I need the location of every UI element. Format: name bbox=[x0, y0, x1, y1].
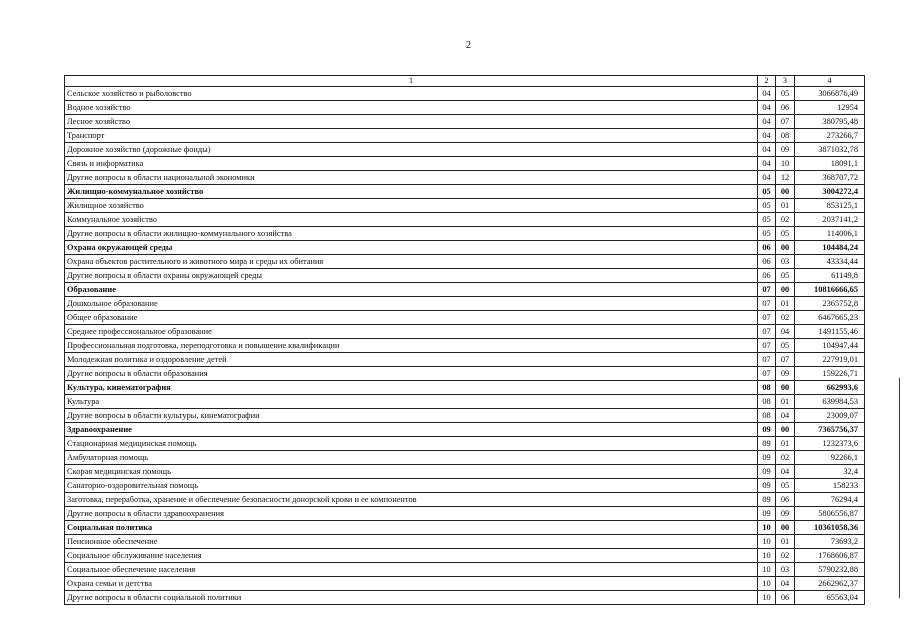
table-row bbox=[65, 591, 865, 605]
table-row bbox=[65, 381, 865, 395]
row-amount: 227919,01 bbox=[795, 353, 865, 367]
row-section-code: 09 bbox=[758, 493, 776, 507]
table-row bbox=[65, 255, 865, 269]
table-row bbox=[65, 199, 865, 213]
table-row bbox=[65, 479, 865, 493]
row-section-code: 07 bbox=[758, 367, 776, 381]
table-row bbox=[65, 227, 865, 241]
table-row bbox=[65, 367, 865, 381]
row-amount: 10361058,36 bbox=[795, 521, 865, 535]
row-name: Коммунальное хозяйство bbox=[65, 213, 758, 227]
row-section-code: 04 bbox=[758, 87, 776, 101]
row-subsection-code: 05 bbox=[776, 339, 795, 353]
row-name: Сельское хозяйство и рыболовство bbox=[65, 87, 758, 101]
row-name: Охрана семьи и детства bbox=[65, 577, 758, 591]
row-subsection-code: 00 bbox=[776, 185, 795, 199]
table-row bbox=[65, 129, 865, 143]
table-row bbox=[65, 339, 865, 353]
table-header-row bbox=[65, 76, 865, 87]
row-section-code: 07 bbox=[758, 297, 776, 311]
table-row bbox=[65, 563, 865, 577]
table-row bbox=[65, 143, 865, 157]
row-name: Пенсионное обеспечение bbox=[65, 535, 758, 549]
row-subsection-code: 01 bbox=[776, 297, 795, 311]
row-subsection-code: 10 bbox=[776, 157, 795, 171]
row-subsection-code: 12 bbox=[776, 171, 795, 185]
row-subsection-code: 00 bbox=[776, 283, 795, 297]
row-section-code: 06 bbox=[758, 241, 776, 255]
row-name: Другие вопросы в области национальной экономики bbox=[65, 171, 758, 185]
row-section-code: 10 bbox=[758, 521, 776, 535]
row-name: Санаторно-оздоровительная помощь bbox=[65, 479, 758, 493]
row-amount: 1491155,46 bbox=[795, 325, 865, 339]
table-row bbox=[65, 507, 865, 521]
row-amount: 104484,24 bbox=[795, 241, 865, 255]
row-amount: 2365752,8 bbox=[795, 297, 865, 311]
row-name: Лесное хозяйство bbox=[65, 115, 758, 129]
row-subsection-code: 02 bbox=[776, 213, 795, 227]
page-number: 2 bbox=[466, 40, 471, 51]
row-amount: 368707,72 bbox=[795, 171, 865, 185]
row-name: Связь и информатика bbox=[65, 157, 758, 171]
row-subsection-code: 04 bbox=[776, 409, 795, 423]
row-subsection-code: 03 bbox=[776, 255, 795, 269]
row-section-code: 07 bbox=[758, 311, 776, 325]
row-section-code: 09 bbox=[758, 451, 776, 465]
row-subsection-code: 03 bbox=[776, 563, 795, 577]
row-section-code: 08 bbox=[758, 409, 776, 423]
table-row bbox=[65, 325, 865, 339]
table-row bbox=[65, 549, 865, 563]
row-amount: 18091,1 bbox=[795, 157, 865, 171]
row-subsection-code: 05 bbox=[776, 479, 795, 493]
row-subsection-code: 06 bbox=[776, 591, 795, 605]
row-section-code: 04 bbox=[758, 129, 776, 143]
row-name: Другие вопросы в области социальной политики bbox=[65, 591, 758, 605]
row-amount: 5790232,88 bbox=[795, 563, 865, 577]
row-subsection-code: 01 bbox=[776, 535, 795, 549]
table-row bbox=[65, 437, 865, 451]
row-subsection-code: 04 bbox=[776, 325, 795, 339]
row-section-code: 04 bbox=[758, 101, 776, 115]
row-section-code: 07 bbox=[758, 353, 776, 367]
row-name: Жилищно-коммунальное хозяйство bbox=[65, 185, 758, 199]
row-amount: 32,4 bbox=[795, 465, 865, 479]
row-section-code: 07 bbox=[758, 325, 776, 339]
table-row bbox=[65, 241, 865, 255]
row-amount: 2662962,37 bbox=[795, 577, 865, 591]
row-name: Охрана объектов растительного и животного мира и среды их обитания bbox=[65, 255, 758, 269]
table-row bbox=[65, 423, 865, 437]
row-name: Другие вопросы в области жилищно-коммунального хозяйства bbox=[65, 227, 758, 241]
row-section-code: 10 bbox=[758, 535, 776, 549]
row-name: Другие вопросы в области охраны окружающей среды bbox=[65, 269, 758, 283]
row-subsection-code: 07 bbox=[776, 353, 795, 367]
row-section-code: 09 bbox=[758, 507, 776, 521]
row-subsection-code: 05 bbox=[776, 269, 795, 283]
row-section-code: 06 bbox=[758, 269, 776, 283]
row-section-code: 05 bbox=[758, 227, 776, 241]
table-row bbox=[65, 115, 865, 129]
row-amount: 380795,48 bbox=[795, 115, 865, 129]
row-section-code: 10 bbox=[758, 549, 776, 563]
row-section-code: 08 bbox=[758, 381, 776, 395]
row-section-code: 04 bbox=[758, 171, 776, 185]
row-section-code: 07 bbox=[758, 283, 776, 297]
budget-table bbox=[64, 75, 865, 605]
table-row bbox=[65, 269, 865, 283]
row-section-code: 10 bbox=[758, 591, 776, 605]
header-col-1: 1 bbox=[65, 76, 758, 87]
row-subsection-code: 04 bbox=[776, 465, 795, 479]
row-name: Амбулаторная помощь bbox=[65, 451, 758, 465]
header-col-3: 3 bbox=[776, 76, 795, 87]
row-subsection-code: 02 bbox=[776, 549, 795, 563]
row-section-code: 10 bbox=[758, 577, 776, 591]
scan-edge-mark bbox=[899, 378, 900, 598]
row-name: Социальное обслуживание населения bbox=[65, 549, 758, 563]
table-row bbox=[65, 101, 865, 115]
row-subsection-code: 00 bbox=[776, 521, 795, 535]
table-row bbox=[65, 297, 865, 311]
row-amount: 3004272,4 bbox=[795, 185, 865, 199]
row-subsection-code: 02 bbox=[776, 451, 795, 465]
row-amount: 639984,53 bbox=[795, 395, 865, 409]
row-name: Молодежная политика и оздоровление детей bbox=[65, 353, 758, 367]
row-name: Водное хозяйство bbox=[65, 101, 758, 115]
table-row bbox=[65, 409, 865, 423]
row-name: Культура, кинематография bbox=[65, 381, 758, 395]
row-amount: 1232373,6 bbox=[795, 437, 865, 451]
row-amount: 92266,1 bbox=[795, 451, 865, 465]
row-amount: 104947,44 bbox=[795, 339, 865, 353]
row-name: Социальная политика bbox=[65, 521, 758, 535]
row-subsection-code: 01 bbox=[776, 199, 795, 213]
row-subsection-code: 00 bbox=[776, 381, 795, 395]
row-name: Социальное обеспечение населения bbox=[65, 563, 758, 577]
row-name: Охрана окружающей среды bbox=[65, 241, 758, 255]
row-amount: 3871032,78 bbox=[795, 143, 865, 157]
header-col-2: 2 bbox=[758, 76, 776, 87]
table-row bbox=[65, 87, 865, 101]
row-amount: 3066876,49 bbox=[795, 87, 865, 101]
row-subsection-code: 01 bbox=[776, 437, 795, 451]
row-amount: 1768606,87 bbox=[795, 549, 865, 563]
table-row bbox=[65, 311, 865, 325]
table-row bbox=[65, 577, 865, 591]
row-amount: 12954 bbox=[795, 101, 865, 115]
row-name: Другие вопросы в области здравоохранения bbox=[65, 507, 758, 521]
row-subsection-code: 05 bbox=[776, 87, 795, 101]
row-subsection-code: 09 bbox=[776, 507, 795, 521]
row-amount: 43334,44 bbox=[795, 255, 865, 269]
row-name: Профессиональная подготовка, переподготовка и повышение квалификации bbox=[65, 339, 758, 353]
table-row bbox=[65, 521, 865, 535]
row-name: Стационарная медицинская помощь bbox=[65, 437, 758, 451]
row-name: Культура bbox=[65, 395, 758, 409]
row-amount: 853125,1 bbox=[795, 199, 865, 213]
row-amount: 662993,6 bbox=[795, 381, 865, 395]
row-amount: 5806556,87 bbox=[795, 507, 865, 521]
row-subsection-code: 09 bbox=[776, 367, 795, 381]
table-row bbox=[65, 185, 865, 199]
table-row bbox=[65, 493, 865, 507]
row-amount: 6467665,23 bbox=[795, 311, 865, 325]
row-subsection-code: 01 bbox=[776, 395, 795, 409]
row-section-code: 09 bbox=[758, 479, 776, 493]
table-row bbox=[65, 213, 865, 227]
row-amount: 273266,7 bbox=[795, 129, 865, 143]
row-name: Дошкольное образование bbox=[65, 297, 758, 311]
row-name: Общее образование bbox=[65, 311, 758, 325]
table-row bbox=[65, 451, 865, 465]
row-amount: 73693,2 bbox=[795, 535, 865, 549]
row-amount: 158233 bbox=[795, 479, 865, 493]
row-section-code: 07 bbox=[758, 339, 776, 353]
row-subsection-code: 04 bbox=[776, 577, 795, 591]
row-section-code: 05 bbox=[758, 213, 776, 227]
row-name: Другие вопросы в области образования bbox=[65, 367, 758, 381]
row-subsection-code: 05 bbox=[776, 227, 795, 241]
row-subsection-code: 07 bbox=[776, 115, 795, 129]
header-col-4: 4 bbox=[795, 76, 865, 87]
row-amount: 114006,1 bbox=[795, 227, 865, 241]
table-row bbox=[65, 157, 865, 171]
row-subsection-code: 06 bbox=[776, 493, 795, 507]
row-section-code: 09 bbox=[758, 437, 776, 451]
row-section-code: 04 bbox=[758, 115, 776, 129]
row-section-code: 08 bbox=[758, 395, 776, 409]
row-section-code: 09 bbox=[758, 465, 776, 479]
row-amount: 65563,04 bbox=[795, 591, 865, 605]
row-section-code: 09 bbox=[758, 423, 776, 437]
row-section-code: 06 bbox=[758, 255, 776, 269]
table-row bbox=[65, 395, 865, 409]
table-row bbox=[65, 353, 865, 367]
row-name: Здравоохранение bbox=[65, 423, 758, 437]
row-subsection-code: 00 bbox=[776, 423, 795, 437]
table-row bbox=[65, 465, 865, 479]
row-amount: 159226,71 bbox=[795, 367, 865, 381]
row-amount: 23009,07 bbox=[795, 409, 865, 423]
row-subsection-code: 02 bbox=[776, 311, 795, 325]
row-amount: 61149,8 bbox=[795, 269, 865, 283]
row-name: Среднее профессиональное образование bbox=[65, 325, 758, 339]
row-name: Скорая медицинская помощь bbox=[65, 465, 758, 479]
row-section-code: 05 bbox=[758, 185, 776, 199]
row-section-code: 04 bbox=[758, 157, 776, 171]
row-amount: 7365756,37 bbox=[795, 423, 865, 437]
row-name: Другие вопросы в области культуры, кинематографии bbox=[65, 409, 758, 423]
row-amount: 2037141,2 bbox=[795, 213, 865, 227]
table-row bbox=[65, 283, 865, 297]
row-name: Транспорт bbox=[65, 129, 758, 143]
row-section-code: 10 bbox=[758, 563, 776, 577]
row-name: Дорожное хозяйство (дорожные фонды) bbox=[65, 143, 758, 157]
row-name: Образование bbox=[65, 283, 758, 297]
row-name: Жилищное хозяйство bbox=[65, 199, 758, 213]
row-amount: 10816666,65 bbox=[795, 283, 865, 297]
table-row bbox=[65, 535, 865, 549]
table-row bbox=[65, 171, 865, 185]
row-subsection-code: 00 bbox=[776, 241, 795, 255]
row-subsection-code: 06 bbox=[776, 101, 795, 115]
row-name: Заготовка, переработка, хранение и обеспечение безопасности донорской крови и ее компонентов bbox=[65, 493, 758, 507]
row-subsection-code: 09 bbox=[776, 143, 795, 157]
row-section-code: 04 bbox=[758, 143, 776, 157]
row-section-code: 05 bbox=[758, 199, 776, 213]
row-amount: 76294,4 bbox=[795, 493, 865, 507]
row-subsection-code: 08 bbox=[776, 129, 795, 143]
